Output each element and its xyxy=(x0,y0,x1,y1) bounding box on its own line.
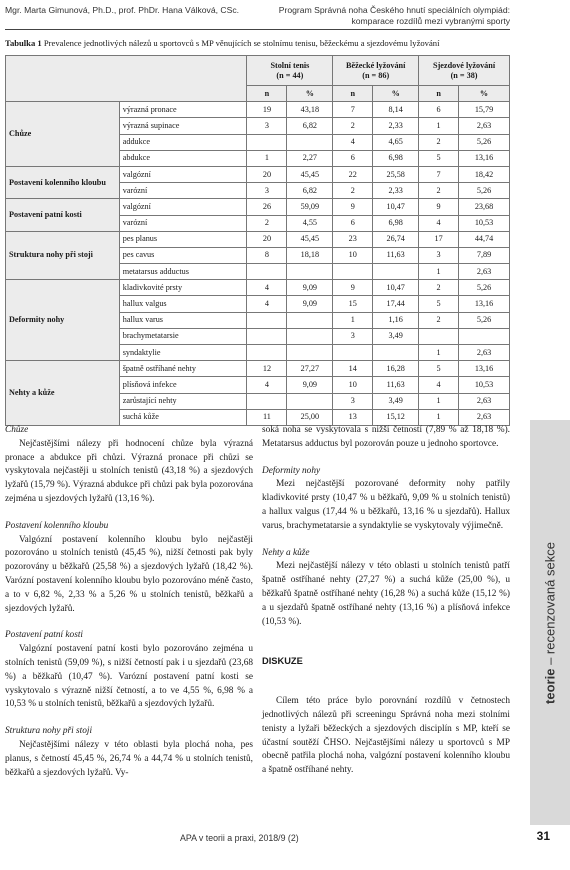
heading-deformities: Deformity nohy xyxy=(262,465,321,476)
table-cell xyxy=(247,345,287,361)
table-cell: 5,26 xyxy=(459,280,510,296)
table-cell: 4,55 xyxy=(287,215,333,231)
row-finding-label: brachymetatarsie xyxy=(119,328,247,344)
table-cell: 4 xyxy=(419,215,459,231)
table-row xyxy=(6,166,510,182)
table-cell: 13,16 xyxy=(459,361,510,377)
row-finding-label: varózní xyxy=(119,215,247,231)
subheader-pct: % xyxy=(287,86,333,102)
table-cell: 3 xyxy=(419,247,459,263)
table-cell: 9,09 xyxy=(287,296,333,312)
row-finding-label: výrazná pronace xyxy=(119,102,247,118)
table-cell: 6,82 xyxy=(287,118,333,134)
left-column xyxy=(5,424,253,780)
table-cell: 5 xyxy=(419,296,459,312)
table-cell: 2 xyxy=(333,183,373,199)
table-cell: 9,09 xyxy=(287,280,333,296)
paragraph-continued: soká noha se vyskytovala s nižší četností (7,89 % až 18,18 %). Metatarsus adductus byl pozorován pouze u jednoho sportovce. xyxy=(262,425,510,449)
table-cell xyxy=(247,393,287,409)
row-finding-label: pes cavus xyxy=(119,247,247,263)
header-cross-country: Běžecké lyžování (n = 86) xyxy=(333,56,419,86)
table-cell: 2,63 xyxy=(459,393,510,409)
table-cell: 2 xyxy=(419,134,459,150)
table-cell: 13,16 xyxy=(459,150,510,166)
paragraph-knee: Valgózní postavení kolenního kloubu bylo nejčastěji pozorováno u stolních tenistů (45,45 %), nižší četnosti pak byly pozorovány u běžkařů (25,58 %) a sjezdových lyžařů (18,42 %). Varózní postavení kolenního kloubu bylo pozorováno méně často, a to v 6,82 %, 2,33 % a 5,26 % u stolních tenistů, běžkařů a sjezdových lyžařů. xyxy=(5,534,253,614)
table-cell: 1 xyxy=(419,409,459,425)
heading-foot-structure: Struktura nohy při stoji xyxy=(5,726,93,737)
table-cell xyxy=(247,134,287,150)
row-finding-label: addukce xyxy=(119,134,247,150)
subheader-n: n xyxy=(333,86,373,102)
row-finding-label: zarůstající nehty xyxy=(119,393,247,409)
table-cell: 6 xyxy=(419,102,459,118)
table-cell: 7 xyxy=(419,166,459,182)
heading-walk: Chůze xyxy=(5,425,29,435)
heading-knee: Postavení kolenního kloubu xyxy=(5,520,109,531)
table-cell: 43,18 xyxy=(287,102,333,118)
table-cell: 7,89 xyxy=(459,247,510,263)
running-header-authors: Mgr. Marta Gimunová, Ph.D., prof. PhDr. Hana Válková, CSc. xyxy=(5,5,240,15)
table-cell: 6,98 xyxy=(373,215,419,231)
table-cell: 1 xyxy=(333,312,373,328)
table-cell: 6,98 xyxy=(373,150,419,166)
subheader-n: n xyxy=(247,86,287,102)
table-cell xyxy=(287,328,333,344)
table-cell: 11 xyxy=(247,409,287,425)
table-cell: 5 xyxy=(419,361,459,377)
paragraph-foot-structure: Nejčastějšími nálezy v této oblasti byla plochá noha, pes planus, s četností 45,45 %, 26,74 % a 44,74 % u stolních tenistů, běžkařů a sjezdových lyžařů. Vy- xyxy=(5,739,253,778)
table-cell xyxy=(287,134,333,150)
table-cell: 3 xyxy=(247,183,287,199)
table-cell: 18,18 xyxy=(287,247,333,263)
table-cell: 23 xyxy=(333,231,373,247)
table-cell: 2,63 xyxy=(459,345,510,361)
table-cell: 27,27 xyxy=(287,361,333,377)
row-finding-label: syndaktylie xyxy=(119,345,247,361)
header-table-tennis: Stolní tenis (n = 44) xyxy=(247,56,333,86)
table-caption-text: Prevalence jednotlivých nálezů u sportovců s MP věnujících se stolnímu tenisu, běžeckému a sjezdovému lyžování xyxy=(43,38,440,48)
table-cell: 14 xyxy=(333,361,373,377)
table-cell: 44,74 xyxy=(459,231,510,247)
row-finding-label: výrazná supinace xyxy=(119,118,247,134)
table-row xyxy=(6,280,510,296)
table-cell: 13 xyxy=(333,409,373,425)
table-cell: 2,33 xyxy=(373,118,419,134)
row-group-label: Chůze xyxy=(6,102,120,167)
table-cell: 3 xyxy=(247,118,287,134)
table-cell: 2 xyxy=(419,183,459,199)
prevalence-table xyxy=(5,55,510,426)
table-cell: 9,09 xyxy=(287,377,333,393)
table-cell: 9 xyxy=(333,199,373,215)
table-cell: 13,16 xyxy=(459,296,510,312)
table-cell: 45,45 xyxy=(287,231,333,247)
row-finding-label: valgózní xyxy=(119,166,247,182)
table-cell xyxy=(247,312,287,328)
table-cell: 15 xyxy=(333,296,373,312)
section-side-label: teorie – recenzovaná sekce xyxy=(542,541,558,704)
table-cell: 7 xyxy=(333,102,373,118)
table-cell: 3,49 xyxy=(373,328,419,344)
table-cell: 10 xyxy=(333,247,373,263)
table-cell: 25,00 xyxy=(287,409,333,425)
table-cell: 10,53 xyxy=(459,215,510,231)
subheader-n: n xyxy=(419,86,459,102)
table-cell: 59,09 xyxy=(287,199,333,215)
table-cell: 1,16 xyxy=(373,312,419,328)
table-cell: 16,28 xyxy=(373,361,419,377)
section-side-tab xyxy=(530,420,570,825)
table-cell: 5,26 xyxy=(459,134,510,150)
table-cell: 1 xyxy=(247,150,287,166)
table-row xyxy=(6,199,510,215)
table-cell: 20 xyxy=(247,231,287,247)
subheader-pct: % xyxy=(459,86,510,102)
table-cell: 3,49 xyxy=(373,393,419,409)
table-cell: 15,12 xyxy=(373,409,419,425)
row-group-label: Struktura nohy při stoji xyxy=(6,231,120,280)
paragraph-walk: Nejčastějšími nálezy při hodnocení chůze byla výrazná pronace a abdukce při chůzi. Výrazná pronace při chůzi se vyskytovala nejčastěji u stolních tenistů (43,18 %) a sjezdových lyžařů (15,79 %). Výrazná abdukce při chůzi pak byla pozorována zejména u sjezdových lyžařů (13,16 %). xyxy=(5,438,253,504)
row-finding-label: plísňová infekce xyxy=(119,377,247,393)
table-cell xyxy=(247,264,287,280)
table-cell: 2,63 xyxy=(459,264,510,280)
table-row xyxy=(6,102,510,118)
running-header-title-line2: komparace rozdílů mezi vybranými sporty xyxy=(351,16,510,26)
table-cell: 5,26 xyxy=(459,183,510,199)
table-row xyxy=(6,361,510,377)
table-cell xyxy=(373,264,419,280)
paragraph-discussion: Cílem této práce bylo porovnání rozdílů v četnostech jednotlivých nálezů při screeningu Správná noha mezi stolními tenisty a lyžaři běžeckých a sjezdových disciplín s MP, kteří se účastní soutěží ČHSO. Nejčastějšími nálezy u sportovců s MP obecně patřila plochá noha, valgózní postavení kolenního kloubu a špatně ostříhané nehty. xyxy=(262,696,510,776)
header-rule xyxy=(5,29,510,30)
table-cell: 1 xyxy=(419,118,459,134)
heading-heel: Postavení patní kosti xyxy=(5,630,83,641)
section-heading-discussion: DISKUZE xyxy=(262,656,303,667)
table-cell: 3 xyxy=(333,393,373,409)
running-header-title xyxy=(279,5,510,27)
paragraph-nails-skin: Mezi nejčastější nálezy v této oblasti u stolních tenistů patří špatně ostříhané nehty (27,27 %) a suchá kůže (25,00 %), u běžkařů špatně ostříhané nehty (16,28 %) a suchá kůže (15,12 %) a u sjezdařů špatně ostříhané nehty (13,16 %) a plísňová infekce (10,53 %). xyxy=(262,561,510,627)
table-cell: 2,63 xyxy=(459,409,510,425)
paragraph-deformities: Mezi nejčastější pozorované deformity nohy patřily kladivkovité prsty (10,47 % u běžkařů, 9,09 % u stolních tenistů) a hallux valgus (17,44 % u běžkařů, 13,16 % u sjezdařů). Hallux varus, brachymetatarsie a syndaktylie se vyskytovaly výjimečně. xyxy=(262,479,510,531)
table-cell: 2 xyxy=(419,280,459,296)
row-group-label: Postavení kolenního kloubu xyxy=(6,166,120,198)
table-caption xyxy=(5,38,510,49)
running-header-title-line1: Program Správná noha Českého hnutí speciálních olympiád: xyxy=(278,5,510,15)
table-cell xyxy=(287,393,333,409)
table-cell: 10,53 xyxy=(459,377,510,393)
table-cell: 17 xyxy=(419,231,459,247)
row-finding-label: abdukce xyxy=(119,150,247,166)
row-finding-label: kladivkovité prsty xyxy=(119,280,247,296)
table-cell: 10,47 xyxy=(373,199,419,215)
row-group-label: Postavení patní kosti xyxy=(6,199,120,231)
table-cell: 1 xyxy=(419,345,459,361)
table-cell: 26,74 xyxy=(373,231,419,247)
table-cell xyxy=(333,264,373,280)
table-cell xyxy=(287,345,333,361)
table-cell: 19 xyxy=(247,102,287,118)
table-cell: 18,42 xyxy=(459,166,510,182)
table-cell: 26 xyxy=(247,199,287,215)
subheader-pct: % xyxy=(373,86,419,102)
table-cell: 9 xyxy=(333,280,373,296)
row-finding-label: hallux varus xyxy=(119,312,247,328)
table-cell: 5,26 xyxy=(459,312,510,328)
table-cell: 2,33 xyxy=(373,183,419,199)
table-cell: 4 xyxy=(247,296,287,312)
row-finding-label: varózní xyxy=(119,183,247,199)
table-cell: 4 xyxy=(419,377,459,393)
table-cell: 4 xyxy=(333,134,373,150)
footer-journal: APA v teorii a praxi, 2018/9 (2) xyxy=(180,833,299,843)
row-finding-label: hallux valgus xyxy=(119,296,247,312)
table-cell xyxy=(247,328,287,344)
table-cell: 15,79 xyxy=(459,102,510,118)
row-finding-label: pes planus xyxy=(119,231,247,247)
table-cell: 2,27 xyxy=(287,150,333,166)
table-cell: 4 xyxy=(247,377,287,393)
table-cell: 9 xyxy=(419,199,459,215)
table-cell: 45,45 xyxy=(287,166,333,182)
table-cell: 2 xyxy=(419,312,459,328)
row-finding-label: metatarsus adductus xyxy=(119,264,247,280)
table-cell: 11,63 xyxy=(373,377,419,393)
table-cell: 22 xyxy=(333,166,373,182)
table-cell: 6 xyxy=(333,215,373,231)
table-cell xyxy=(419,328,459,344)
heading-nails-skin: Nehty a kůže xyxy=(262,547,310,558)
table-cell: 1 xyxy=(419,264,459,280)
table-corner xyxy=(6,56,247,102)
table-cell: 8 xyxy=(247,247,287,263)
table-cell: 20 xyxy=(247,166,287,182)
table-cell: 11,63 xyxy=(373,247,419,263)
table-cell: 5 xyxy=(419,150,459,166)
row-group-label: Nehty a kůže xyxy=(6,361,120,426)
table-cell: 6 xyxy=(333,150,373,166)
header-downhill: Sjezdové lyžování (n = 38) xyxy=(419,56,510,86)
row-finding-label: suchá kůže xyxy=(119,409,247,425)
table-cell xyxy=(333,345,373,361)
table-cell xyxy=(287,264,333,280)
table-cell: 4 xyxy=(247,280,287,296)
paragraph-heel: Valgózní postavení patní kosti bylo pozorováno zejména u stolních tenistů (59,09 %), s nižší četností pak i u sjezdařů (23,68 %) a běžkařů (10,47 %). Varózní postavení patní kosti se vyskytovalo s výrazně nižší četností, a to ve 4,55 %, 6,98 % a 10,53 % u stolních tenistů, běžkařů a sjezdových lyžařů. xyxy=(5,644,253,710)
table-cell: 8,14 xyxy=(373,102,419,118)
right-column xyxy=(262,424,510,778)
table-cell xyxy=(287,312,333,328)
table-cell: 12 xyxy=(247,361,287,377)
table-cell: 25,58 xyxy=(373,166,419,182)
table-cell xyxy=(459,328,510,344)
page-number: 31 xyxy=(536,829,550,843)
table-cell: 2 xyxy=(247,215,287,231)
table-cell: 6,82 xyxy=(287,183,333,199)
row-group-label: Deformity nohy xyxy=(6,280,120,361)
table-caption-label: Tabulka 1 xyxy=(5,38,42,48)
table-cell: 2,63 xyxy=(459,118,510,134)
table-row xyxy=(6,231,510,247)
row-finding-label: špatně ostříhané nehty xyxy=(119,361,247,377)
table-cell xyxy=(373,345,419,361)
table-cell: 3 xyxy=(333,328,373,344)
row-finding-label: valgózní xyxy=(119,199,247,215)
table-cell: 2 xyxy=(333,118,373,134)
table-cell: 1 xyxy=(419,393,459,409)
table-cell: 10,47 xyxy=(373,280,419,296)
table-cell: 4,65 xyxy=(373,134,419,150)
table-cell: 23,68 xyxy=(459,199,510,215)
table-cell: 10 xyxy=(333,377,373,393)
table-cell: 17,44 xyxy=(373,296,419,312)
